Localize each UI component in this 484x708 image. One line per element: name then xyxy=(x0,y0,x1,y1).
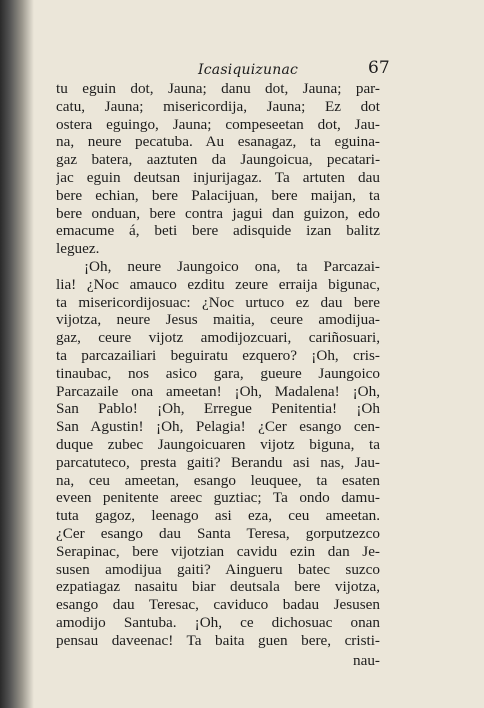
text-line: ezpatiagaz nasaitu biar deutsala bere vijotza, xyxy=(56,578,380,596)
text-line: Parcazaile ona ameetan! ¡Oh, Madalena! ¡Oh, xyxy=(56,382,380,400)
text-line: tinaubac, nos asico gara, gueure Jaungoico xyxy=(56,364,380,382)
text-line: esango dau Teresac, caviduco badau Jesusen xyxy=(56,596,380,614)
text-line: ta misericordijosuac: ¿Noc urtuco ez dau bere xyxy=(56,293,380,311)
text-line: tuta gagoz, leenago asi eza, ceu ameetan. xyxy=(56,507,380,525)
text-line: ostera eguingo, Jauna; compeseetan dot, Jau- xyxy=(56,115,380,133)
text-line: gaz, ceure vijotz amodijozcuari, cariñosuari, xyxy=(56,329,380,347)
text-line: na, neure pecatuba. Au esanagaz, ta eguina- xyxy=(56,133,380,151)
text-line: San Pablo! ¡Oh, Erregue Penitentia! ¡Oh xyxy=(56,400,380,418)
text-line: San Agustin! ¡Oh, Pelagia! ¿Cer esango cen- xyxy=(56,418,380,436)
text-line: jac eguin deutsan injurijagaz. Ta artuten dau xyxy=(56,168,380,186)
text-line: lia! ¿Noc amauco ezditu zeure erraija bigunac, xyxy=(56,275,380,293)
text-line: leguez. xyxy=(56,240,100,258)
text-line: pensau daveenac! Ta baita guen bere, cristi- xyxy=(56,631,380,649)
text-line: vijotza, neure Jesus maitia, ceure amodijua- xyxy=(56,311,380,329)
text-line: amodijo Santuba. ¡Oh, ce dichosuac onan xyxy=(56,613,380,631)
text-line: na, ceu ameetan, esango leuquee, ta esaten xyxy=(56,471,380,489)
text-line: bere echian, bere Palacijuan, bere maijan, ta xyxy=(56,186,380,204)
text-line: ta parcazailiari beguiratu ezquero? ¡Oh, cris- xyxy=(56,346,380,364)
page-header xyxy=(60,58,390,80)
running-title: Icasiquizunac xyxy=(198,62,299,78)
catchword: nau- xyxy=(353,651,380,669)
paragraph-start-line: ¡Oh, neure Jaungoico ona, ta Parcazai- xyxy=(84,257,380,275)
text-line: emacume á, beti bere adisquide izan balitz xyxy=(56,222,380,240)
text-line: ¿Cer esango dau Santa Teresa, gorputzezco xyxy=(56,524,380,542)
body-text xyxy=(56,80,380,669)
text-line: Serapinac, bere vijotzian cavidu ezin dan Je- xyxy=(56,542,380,560)
book-gutter-shadow xyxy=(0,0,34,708)
text-line: bere onduan, bere contra jagui dan guizon, edo xyxy=(56,204,380,222)
text-line: parcatuteco, presta gaiti? Berandu asi nas, Jau- xyxy=(56,453,380,471)
text-line: susen amodijua gaiti? Aingueru batec suzco xyxy=(56,560,380,578)
text-line: catu, Jauna; misericordija, Jauna; Ez dot xyxy=(56,97,380,115)
text-line: gaz batera, aaztuten da Jaungoicua, pecatari- xyxy=(56,151,380,169)
page-number: 67 xyxy=(368,58,390,78)
text-line: eveen penitente areec guztiac; Ta ondo damu- xyxy=(56,489,380,507)
text-line: tu eguin dot, Jauna; danu dot, Jauna; par- xyxy=(56,80,380,97)
text-line: duque zubec Jaungoicuaren vijotz biguna, ta xyxy=(56,435,380,453)
